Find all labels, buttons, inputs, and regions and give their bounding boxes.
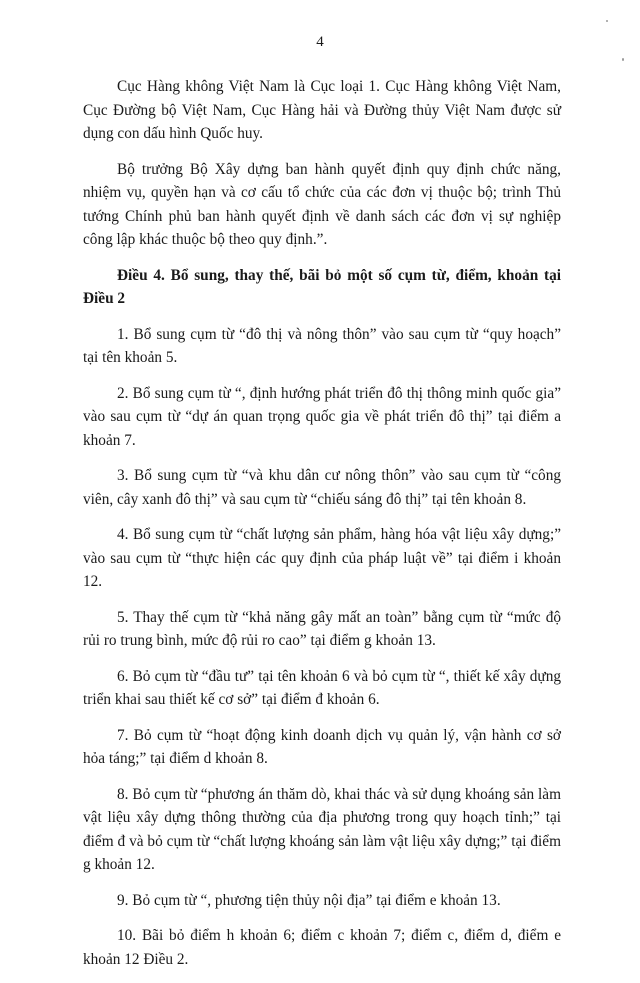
article-4-heading: Điều 4. Bổ sung, thay thế, bãi bỏ một số cụm từ, điểm, khoản tại Điều 2: [83, 266, 561, 307]
scan-speck: [606, 20, 608, 22]
article-4-item-1: 1. Bổ sung cụm từ “đô thị và nông thôn” vào sau cụm từ “quy hoạch” tại tên khoản 5.: [83, 325, 561, 366]
article-4-item-8: 8. Bỏ cụm từ “phương án thăm dò, khai thác và sử dụng khoáng sản làm vật liệu xây dựng thông thường của địa phương trong quy hoạch tỉnh;” tại điểm đ và bỏ cụm từ “chất lượng khoáng sản làm vật liệu xây dựng;” tại điểm g khoản 12.: [83, 785, 561, 873]
article-4-item-4: 4. Bổ sung cụm từ “chất lượng sản phẩm, hàng hóa vật liệu xây dựng;” vào sau cụm từ “thực hiện các quy định của pháp luật về” tại điểm i khoản 12.: [83, 526, 561, 590]
article-4-item-10: 10. Bãi bỏ điểm h khoản 6; điểm c khoản 7; điểm c, điểm d, điểm e khoản 12 Điều 2.: [83, 927, 561, 968]
article-4-item-6: 6. Bỏ cụm từ “đầu tư” tại tên khoản 6 và bỏ cụm từ “, thiết kế xây dựng triển khai sau thiết kế cơ sở” tại điểm đ khoản 6.: [83, 667, 561, 708]
paragraph-agency-classification: Cục Hàng không Việt Nam là Cục loại 1. Cục Hàng không Việt Nam, Cục Đường bộ Việt Nam, Cục Hàng hải và Đường thủy Việt Nam được sử dụng con dấu hình Quốc huy.: [83, 78, 561, 142]
article-4-item-9: 9. Bỏ cụm từ “, phương tiện thủy nội địa” tại điểm e khoản 13.: [117, 891, 501, 909]
article-4-item-5: 5. Thay thế cụm từ “khả năng gây mất an toàn” bằng cụm từ “mức độ rủi ro trung bình, mức độ rủi ro cao” tại điểm g khoản 13.: [83, 608, 561, 649]
scan-speck: [622, 58, 624, 61]
page-number: 4: [316, 34, 324, 50]
article-4-item-7: 7. Bỏ cụm từ “hoạt động kinh doanh dịch vụ quản lý, vận hành cơ sở hỏa táng;” tại điểm d khoản 8.: [83, 726, 561, 767]
article-4-item-2: 2. Bổ sung cụm từ “, định hướng phát triển đô thị thông minh quốc gia” vào sau cụm từ “dự án quan trọng quốc gia về phát triển đô thị” tại điểm a khoản 7.: [83, 384, 561, 449]
paragraph-minister-authority: Bộ trưởng Bộ Xây dựng ban hành quyết định quy định chức năng, nhiệm vụ, quyền hạn và cơ cấu tổ chức của các đơn vị thuộc bộ; trình Thủ tướng Chính phủ ban hành quyết định về danh sách các đơn vị sự nghiệp công lập khác thuộc bộ theo quy định.”.: [83, 160, 561, 248]
document-body: [83, 75, 561, 983]
article-4-item-3: 3. Bổ sung cụm từ “và khu dân cư nông thôn” vào sau cụm từ “công viên, cây xanh đô thị” và sau cụm từ “chiếu sáng đô thị” tại tên khoản 8.: [83, 467, 561, 508]
